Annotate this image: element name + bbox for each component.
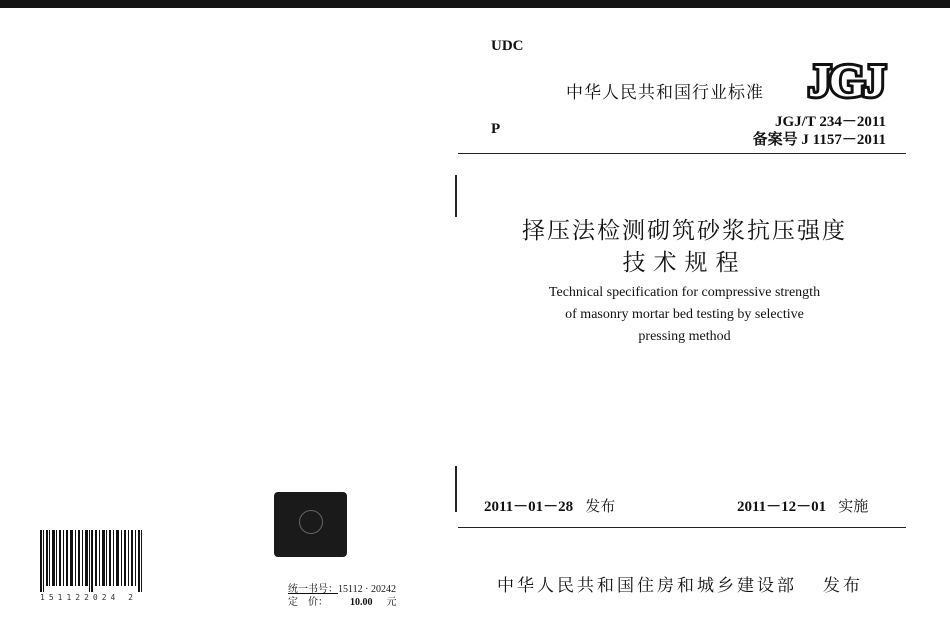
book-number-label: 统一书号： [288, 584, 338, 595]
barcode [40, 530, 143, 592]
bottom-rule [458, 527, 906, 528]
implement-date-value: 2011－12－01 [737, 499, 827, 515]
udc-label: UDC [491, 38, 524, 54]
title-cn-line2: 技术规程 [622, 250, 747, 276]
title-cn-line1: 择压法检测砌筑砂浆抗压强度 [522, 218, 847, 244]
issue-date [484, 495, 615, 516]
record-code: 备案号 J 1157－2011 [752, 132, 886, 148]
publisher-action: 发布 [823, 576, 863, 596]
title-en-line3: pressing method [638, 329, 731, 344]
issue-date-value: 2011－01－28 [484, 499, 574, 515]
jgj-logo [800, 58, 892, 100]
margin-mark [455, 175, 457, 217]
margin-mark [455, 466, 457, 512]
title-en [457, 282, 912, 348]
price-label: 定 价： [288, 597, 328, 608]
price-value: 10.00 [350, 597, 373, 608]
price [288, 593, 397, 608]
publisher-name: 中华人民共和国住房和城乡建设部 [497, 576, 797, 596]
issue-label: 发布 [585, 497, 616, 515]
title-en-line2: of masonry mortar bed testing by selective [565, 307, 804, 322]
implement-date [737, 495, 868, 516]
price-unit: 元 [386, 597, 397, 608]
svg-text:JGJ: JGJ [808, 58, 884, 100]
book-number-value: 15112 · 20242 [338, 584, 396, 595]
publisher [497, 571, 863, 596]
implement-label: 实施 [838, 497, 869, 515]
title-en-line1: Technical specification for compressive strength [548, 285, 821, 300]
barcode-digits: 151122024 2 [40, 593, 137, 602]
standard-type: 中华人民共和国行业标准 [566, 83, 764, 103]
classification-code: P [491, 121, 501, 137]
anti-counterfeit-seal [274, 492, 347, 557]
standard-code: JGJ/T 234－2011 [775, 114, 886, 130]
top-border [0, 0, 950, 8]
top-rule [458, 153, 906, 154]
